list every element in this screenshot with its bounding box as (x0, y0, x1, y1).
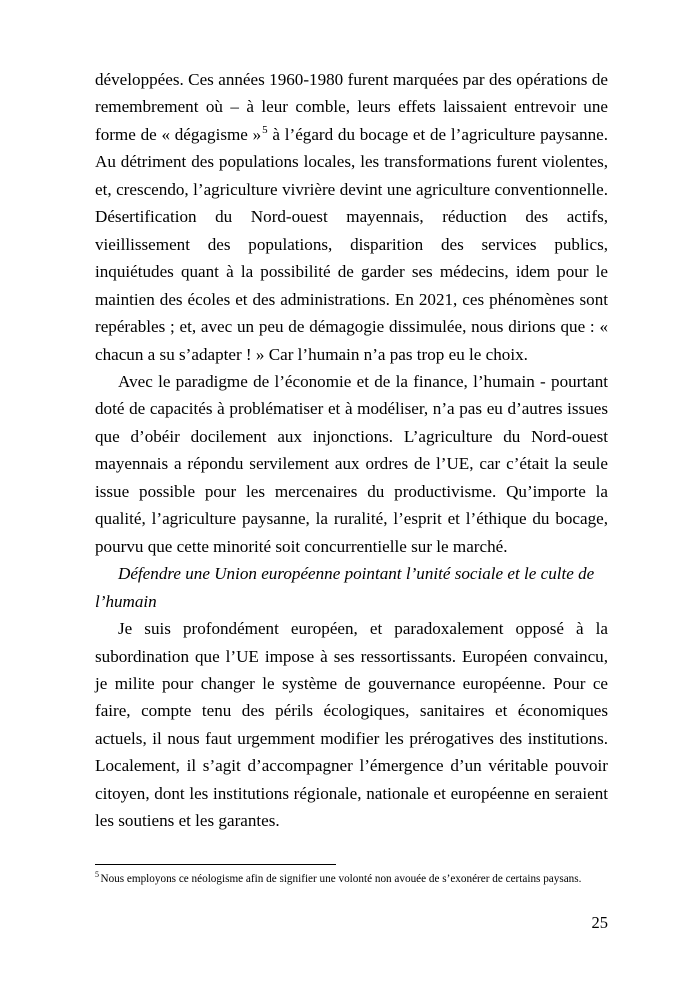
footnote-reference-marker[interactable]: 5 (262, 124, 268, 137)
paragraph-continued-text-before-footnote: développées. Ces années 1960-1980 furent marquées par des opérations de remembrement où – à leur comble, leurs effets laissaient entrevoir une forme de « dégagisme » (95, 70, 608, 144)
paragraph-continued (95, 66, 608, 368)
footnote-separator-rule (95, 864, 336, 865)
paragraph-continued-text-after-footnote: à l’égard du bocage et de l’agriculture paysanne. Au détriment des populations locales, les transformations furent violentes, et, crescendo, l’agriculture vivrière devint une agriculture conventionnelle. Désertification du Nord-ouest mayennais, réduction des actifs, vieillissement des populations, disparition des services publics, inquiétudes quant à la possibilité de garder ses médecins, idem pour le maintien des écoles et des administrations. En 2021, ces phénomènes sont repérables ; et, avec un peu de démagogie dissimulée, nous dirions que : « chacun a su s’adapter ! » Car l’humain n’a pas trop eu le choix. (95, 124, 608, 364)
footnote-area (95, 864, 608, 888)
footnote-body-text: Nous employons ce néologisme afin de signifier une volonté non avouée de s’exonérer de certains paysans. (100, 873, 582, 885)
page-number: 25 (591, 913, 608, 932)
body-text-block (95, 66, 608, 835)
footnote-number: 5 (95, 870, 99, 880)
section-heading: Défendre une Union européenne pointant l’unité sociale et le culte de l’humain (95, 564, 595, 611)
paragraph-three: Je suis profondément européen, et paradoxalement opposé à la subordination que l’UE impose à ses ressortissants. Européen convaincu, je milite pour changer le système de gouvernance européenne. Pour ce faire, compte tenu des périls écologiques, sanitaires et économiques actuels, il nous faut urgemment modifier les prérogatives des institutions. Localement, il s’agit d’accompagner l’émergence d’un véritable pouvoir citoyen, dont les institutions régionale, nationale et européenne en seraient les soutiens et les garantes. (95, 619, 608, 831)
footnote-entry (95, 872, 608, 888)
paragraph-two: Avec le paradigme de l’économie et de la finance, l’humain - pourtant doté de capacités à problématiser et à modéliser, n’a pas eu d’autres issues que d’obéir docilement aux injonctions. L’agriculture du Nord-ouest mayennais a répondu servilement aux ordres de l’UE, car c’était la seule issue possible pour les mercenaires du productivisme. Qu’importe la qualité, l’agriculture paysanne, la ruralité, l’esprit et l’éthique du bocage, pourvu que cette minorité soit concurrentielle sur le marché. (95, 371, 608, 556)
